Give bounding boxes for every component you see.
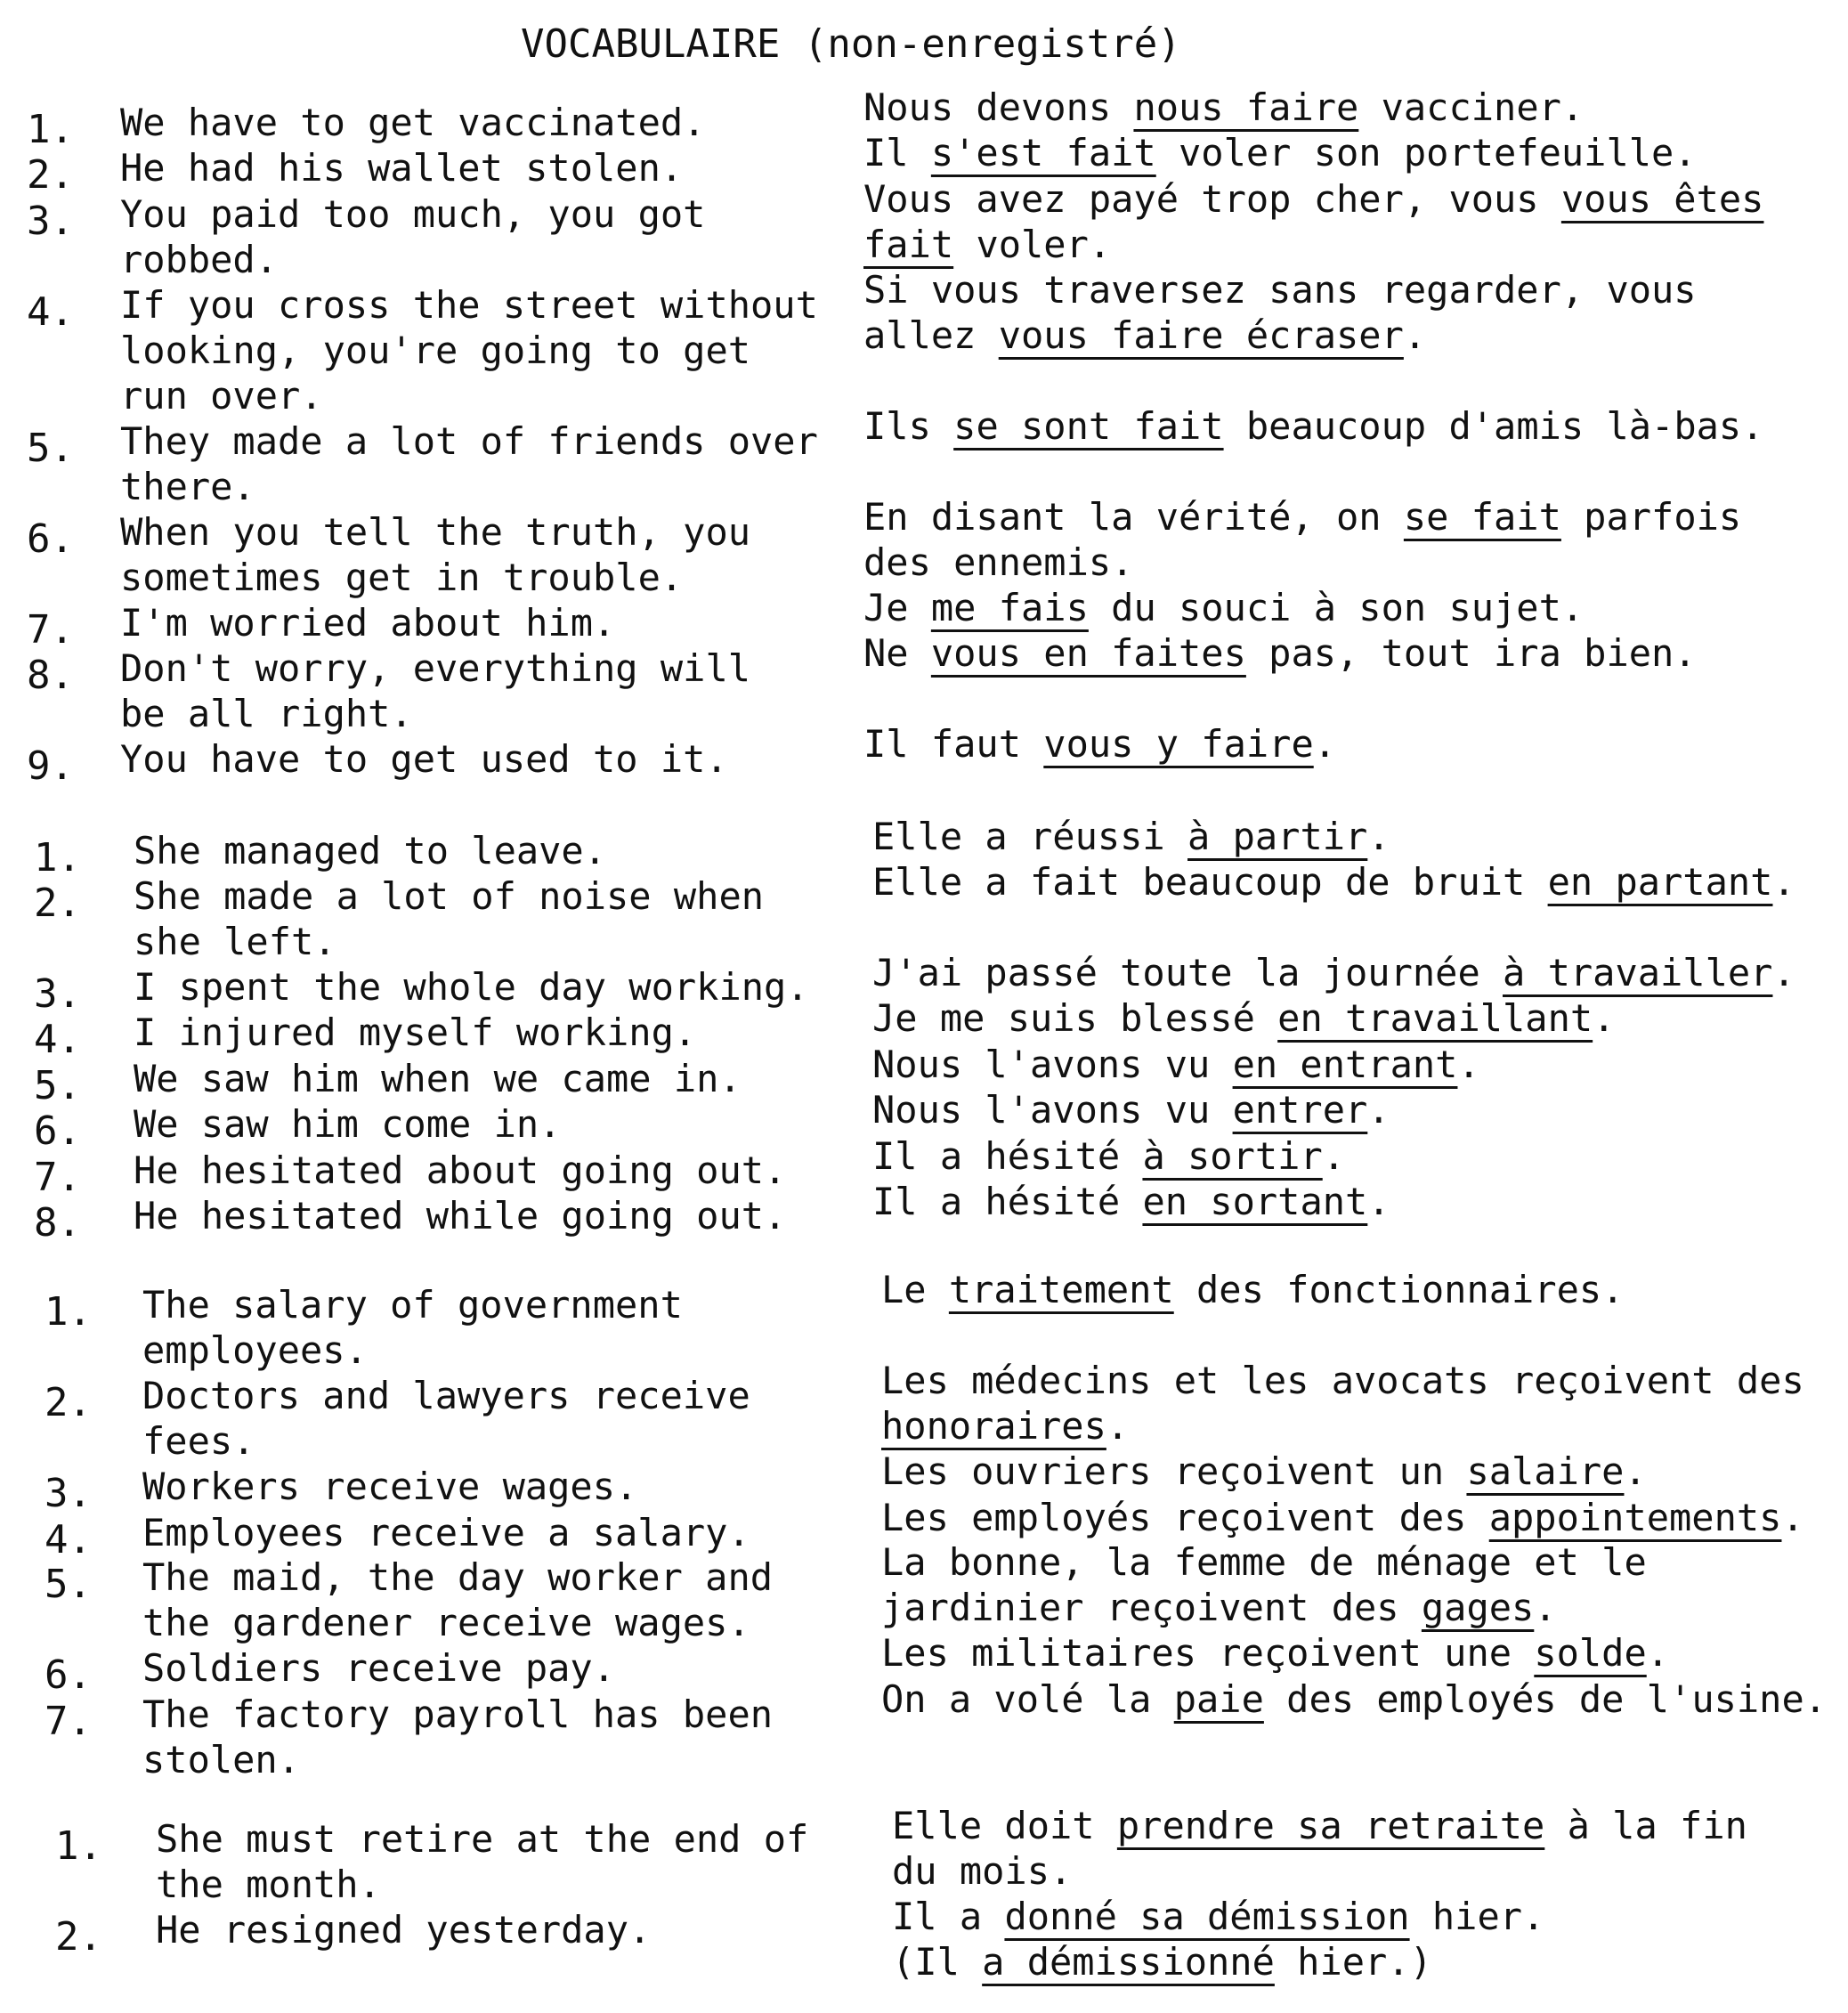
english-line: she left. bbox=[134, 920, 336, 963]
underlined-expression: en sortant bbox=[1142, 1180, 1368, 1223]
french-text: Elle a fait beaucoup de bruit bbox=[872, 860, 1548, 904]
french-text: (Il bbox=[892, 1940, 983, 1984]
french-translation bbox=[863, 267, 1697, 358]
french-translation bbox=[863, 721, 1336, 767]
french-line bbox=[872, 1179, 1390, 1224]
french-translation bbox=[872, 950, 1795, 995]
french-text: . bbox=[1772, 951, 1795, 994]
item-number: 1. bbox=[45, 1289, 92, 1335]
french-translation bbox=[863, 585, 1584, 630]
underlined-expression: à sortir bbox=[1142, 1134, 1323, 1178]
french-translation bbox=[863, 630, 1697, 676]
french-text: Nous l'avons vu bbox=[872, 1088, 1233, 1132]
french-text: vacciner. bbox=[1358, 85, 1585, 129]
french-text: . bbox=[1322, 1134, 1346, 1178]
french-line bbox=[881, 1676, 1827, 1722]
french-text: parfois bbox=[1560, 495, 1742, 539]
english-sentence bbox=[134, 1101, 561, 1147]
english-sentence bbox=[134, 1056, 742, 1101]
french-line bbox=[863, 494, 1741, 540]
english-sentence bbox=[134, 828, 606, 873]
french-text: . bbox=[1106, 1404, 1130, 1448]
french-text: voler son portefeuille. bbox=[1155, 131, 1697, 175]
english-line: be all right. bbox=[120, 692, 413, 735]
english-sentence bbox=[120, 282, 818, 418]
french-text: du mois. bbox=[892, 1849, 1073, 1893]
french-line bbox=[881, 1495, 1804, 1540]
underlined-expression: paie bbox=[1173, 1677, 1264, 1721]
underlined-expression: vous êtes bbox=[1560, 177, 1764, 221]
french-text: . bbox=[1593, 996, 1616, 1040]
underlined-expression: se fait bbox=[1403, 495, 1561, 539]
french-text: Les médecins et les avocats reçoivent des bbox=[881, 1359, 1804, 1402]
french-text: . bbox=[1457, 1043, 1480, 1086]
english-line: I spent the whole day working. bbox=[134, 965, 809, 1009]
french-text: Vous avez payé trop cher, vous bbox=[863, 177, 1561, 221]
underlined-expression: me fais bbox=[930, 586, 1089, 629]
underlined-expression: honoraires bbox=[881, 1404, 1106, 1448]
english-line: looking, you're going to get bbox=[120, 329, 751, 372]
french-translation bbox=[881, 1358, 1804, 1449]
item-number: 3. bbox=[45, 1471, 92, 1516]
french-line bbox=[863, 630, 1697, 676]
english-line: Workers receive wages. bbox=[142, 1465, 638, 1508]
english-sentence bbox=[142, 1692, 773, 1782]
french-line bbox=[863, 85, 1584, 130]
english-sentence bbox=[120, 645, 750, 736]
french-text: Nous l'avons vu bbox=[872, 1043, 1233, 1086]
item-number: 9. bbox=[27, 743, 74, 789]
english-line: He resigned yesterday. bbox=[156, 1908, 652, 1952]
french-line bbox=[863, 176, 1763, 222]
french-text: hier.) bbox=[1274, 1940, 1432, 1984]
english-line: He hesitated about going out. bbox=[134, 1149, 787, 1192]
underlined-expression: salaire bbox=[1466, 1449, 1625, 1493]
french-line bbox=[872, 1133, 1345, 1179]
underlined-expression: prendre sa retraite bbox=[1116, 1804, 1545, 1847]
french-translation bbox=[872, 1133, 1345, 1179]
english-sentence bbox=[142, 1464, 637, 1509]
item-number: 8. bbox=[34, 1200, 81, 1246]
english-sentence bbox=[142, 1510, 750, 1555]
english-line: We saw him come in. bbox=[134, 1102, 562, 1146]
french-text: . bbox=[1772, 860, 1795, 904]
underlined-expression: donné sa démission bbox=[1004, 1895, 1410, 1938]
english-line: robbed. bbox=[120, 238, 279, 281]
french-text: . bbox=[1403, 313, 1427, 357]
french-line bbox=[872, 950, 1795, 995]
french-line bbox=[892, 1939, 1544, 1985]
underlined-expression: a démissionné bbox=[982, 1940, 1275, 1984]
french-translation bbox=[863, 176, 1763, 267]
french-line bbox=[872, 859, 1795, 905]
english-line: If you cross the street without bbox=[120, 283, 818, 327]
french-translation bbox=[881, 1630, 1669, 1676]
french-translation bbox=[863, 85, 1584, 130]
french-line bbox=[863, 130, 1697, 175]
french-text: . bbox=[1624, 1449, 1647, 1493]
french-translation bbox=[892, 1894, 1544, 1985]
french-translation bbox=[872, 1179, 1390, 1224]
french-translation bbox=[881, 1539, 1647, 1630]
underlined-expression: en entrant bbox=[1232, 1043, 1458, 1086]
underlined-expression: traitement bbox=[948, 1268, 1174, 1311]
english-line: Soldiers receive pay. bbox=[142, 1646, 616, 1690]
item-number: 6. bbox=[34, 1108, 81, 1154]
english-sentence bbox=[134, 873, 764, 964]
french-text: allez bbox=[863, 313, 999, 357]
french-line bbox=[863, 721, 1336, 767]
english-line: run over. bbox=[120, 374, 323, 418]
english-line: the gardener receive wages. bbox=[142, 1601, 750, 1644]
french-line bbox=[863, 267, 1697, 313]
french-line bbox=[872, 814, 1390, 859]
underlined-expression: en travaillant bbox=[1277, 996, 1593, 1040]
item-number: 2. bbox=[27, 152, 74, 198]
item-number: 7. bbox=[27, 607, 74, 653]
french-text: du souci à son sujet. bbox=[1088, 586, 1585, 629]
english-sentence bbox=[134, 1193, 786, 1238]
french-text: . bbox=[1367, 1180, 1390, 1223]
underlined-expression: gages bbox=[1421, 1586, 1535, 1629]
french-text: En disant la vérité, on bbox=[863, 495, 1404, 539]
french-text: . bbox=[1534, 1586, 1557, 1629]
french-line bbox=[892, 1848, 1747, 1894]
english-line: The salary of government bbox=[142, 1283, 683, 1327]
french-text: Je me suis blessé bbox=[872, 996, 1278, 1040]
english-line: We have to get vaccinated. bbox=[120, 101, 706, 144]
french-line bbox=[881, 1585, 1647, 1630]
french-text: Les employés reçoivent des bbox=[881, 1496, 1489, 1539]
french-translation bbox=[892, 1803, 1747, 1894]
english-line: Doctors and lawyers receive bbox=[142, 1374, 750, 1417]
french-translation bbox=[863, 494, 1741, 585]
english-line: He had his wallet stolen. bbox=[120, 146, 684, 190]
french-text: Elle doit bbox=[892, 1804, 1117, 1847]
underlined-expression: à partir bbox=[1187, 815, 1368, 858]
english-line: They made a lot of friends over bbox=[120, 419, 818, 463]
item-number: 1. bbox=[34, 835, 81, 881]
french-text: . bbox=[1781, 1496, 1804, 1539]
english-line: She made a lot of noise when bbox=[134, 874, 765, 918]
french-line bbox=[863, 540, 1741, 585]
french-line bbox=[892, 1894, 1544, 1939]
english-line: Don't worry, everything will bbox=[120, 646, 751, 690]
french-line bbox=[881, 1358, 1804, 1403]
french-text: Ils bbox=[863, 404, 954, 448]
underlined-expression: se sont fait bbox=[953, 404, 1224, 448]
french-line bbox=[881, 1630, 1669, 1676]
english-sentence bbox=[134, 1148, 786, 1193]
english-line: The factory payroll has been bbox=[142, 1692, 774, 1736]
item-number: 4. bbox=[34, 1017, 81, 1062]
english-line: employees. bbox=[142, 1328, 368, 1372]
french-line bbox=[872, 1087, 1390, 1132]
item-number: 7. bbox=[34, 1155, 81, 1200]
page-title: VOCABULAIRE (non-enregistré) bbox=[521, 21, 1181, 67]
english-line: fees. bbox=[142, 1419, 255, 1463]
english-sentence bbox=[134, 964, 809, 1010]
item-number: 2. bbox=[55, 1914, 102, 1960]
english-line: Employees receive a salary. bbox=[142, 1511, 750, 1554]
underlined-expression: vous faire écraser bbox=[998, 313, 1404, 357]
english-sentence bbox=[120, 100, 705, 145]
english-line: We saw him when we came in. bbox=[134, 1057, 742, 1100]
french-text: Il faut bbox=[863, 722, 1044, 766]
french-text: Les militaires reçoivent une bbox=[881, 1631, 1535, 1675]
french-translation bbox=[872, 1087, 1390, 1132]
french-line bbox=[892, 1803, 1747, 1848]
french-translation bbox=[881, 1449, 1647, 1494]
underlined-expression: appointements bbox=[1488, 1496, 1782, 1539]
french-text: Les ouvriers reçoivent un bbox=[881, 1449, 1467, 1493]
french-translation bbox=[863, 403, 1763, 449]
item-number: 4. bbox=[45, 1517, 92, 1563]
french-text: beaucoup d'amis là-bas. bbox=[1223, 404, 1764, 448]
french-line bbox=[863, 403, 1763, 449]
french-text: Ne bbox=[863, 631, 931, 675]
underlined-expression: à travailler bbox=[1503, 951, 1773, 994]
item-number: 4. bbox=[27, 289, 74, 335]
english-line: I injured myself working. bbox=[134, 1011, 697, 1054]
underlined-expression: fait bbox=[863, 223, 954, 266]
english-line: The maid, the day worker and bbox=[142, 1555, 774, 1599]
french-text: J'ai passé toute la journée bbox=[872, 951, 1504, 994]
french-text: Il bbox=[863, 131, 931, 175]
french-text: On a volé la bbox=[881, 1677, 1174, 1721]
french-text: La bonne, la femme de ménage et le bbox=[881, 1540, 1647, 1584]
item-number: 8. bbox=[27, 653, 74, 698]
french-text: des ennemis. bbox=[863, 540, 1134, 584]
french-text: Il a hésité bbox=[872, 1180, 1143, 1223]
underlined-expression: solde bbox=[1534, 1631, 1647, 1675]
french-text: Il a hésité bbox=[872, 1134, 1143, 1178]
english-sentence bbox=[120, 145, 683, 191]
french-translation bbox=[872, 1042, 1480, 1087]
french-translation bbox=[863, 130, 1697, 175]
item-number: 7. bbox=[45, 1699, 92, 1744]
item-number: 1. bbox=[27, 107, 74, 152]
english-sentence bbox=[142, 1645, 615, 1691]
english-line: He hesitated while going out. bbox=[134, 1194, 787, 1238]
french-text: . bbox=[1313, 722, 1337, 766]
item-number: 2. bbox=[34, 881, 81, 926]
french-line bbox=[863, 313, 1697, 358]
french-text: Si vous traversez sans regarder, vous bbox=[863, 268, 1697, 312]
item-number: 3. bbox=[34, 971, 81, 1017]
underlined-expression: vous y faire bbox=[1043, 722, 1314, 766]
english-sentence bbox=[142, 1282, 683, 1373]
french-text: Je bbox=[863, 586, 931, 629]
underlined-expression: en partant bbox=[1547, 860, 1773, 904]
french-translation bbox=[881, 1495, 1804, 1540]
english-line: the month. bbox=[156, 1863, 381, 1906]
item-number: 5. bbox=[27, 426, 74, 471]
french-line bbox=[881, 1449, 1647, 1494]
english-line: When you tell the truth, you bbox=[120, 510, 751, 554]
french-text: Le bbox=[881, 1268, 949, 1311]
french-text: voler. bbox=[953, 223, 1112, 266]
underlined-expression: s'est fait bbox=[930, 131, 1156, 175]
item-number: 6. bbox=[27, 516, 74, 562]
french-line bbox=[872, 1042, 1480, 1087]
french-translation bbox=[872, 814, 1390, 859]
item-number: 3. bbox=[27, 199, 74, 244]
french-translation bbox=[881, 1267, 1624, 1312]
french-text: . bbox=[1367, 815, 1390, 858]
french-text: jardinier reçoivent des bbox=[881, 1586, 1422, 1629]
english-line: She managed to leave. bbox=[134, 829, 607, 873]
french-text: Nous devons bbox=[863, 85, 1134, 129]
english-sentence bbox=[120, 418, 818, 509]
english-sentence bbox=[120, 191, 705, 282]
english-sentence bbox=[156, 1816, 808, 1907]
french-translation bbox=[881, 1676, 1827, 1722]
french-text: pas, tout ira bien. bbox=[1245, 631, 1697, 675]
item-number: 1. bbox=[55, 1823, 102, 1869]
english-sentence bbox=[120, 509, 750, 600]
french-line bbox=[863, 585, 1584, 630]
item-number: 6. bbox=[45, 1652, 92, 1698]
english-sentence bbox=[120, 600, 615, 645]
french-line bbox=[881, 1403, 1804, 1449]
french-text: . bbox=[1646, 1631, 1670, 1675]
french-translation bbox=[872, 995, 1615, 1041]
english-line: I'm worried about him. bbox=[120, 601, 616, 645]
french-text: des fonctionnaires. bbox=[1173, 1268, 1625, 1311]
french-text: Elle a réussi bbox=[872, 815, 1188, 858]
item-number: 5. bbox=[34, 1063, 81, 1108]
french-text: . bbox=[1367, 1088, 1390, 1132]
french-line bbox=[881, 1539, 1647, 1585]
english-line: there. bbox=[120, 465, 255, 508]
english-line: She must retire at the end of bbox=[156, 1817, 809, 1861]
french-line bbox=[872, 995, 1615, 1041]
english-line: stolen. bbox=[142, 1738, 301, 1782]
french-translation bbox=[872, 859, 1795, 905]
english-sentence bbox=[120, 736, 728, 782]
underlined-expression: nous faire bbox=[1133, 85, 1359, 129]
french-line bbox=[881, 1267, 1624, 1312]
item-number: 5. bbox=[45, 1562, 92, 1607]
english-line: sometimes get in trouble. bbox=[120, 556, 684, 599]
english-sentence bbox=[156, 1907, 651, 1952]
underlined-expression: vous en faites bbox=[930, 631, 1246, 675]
french-text: à la fin bbox=[1544, 1804, 1747, 1847]
item-number: 2. bbox=[45, 1380, 92, 1425]
french-text: hier. bbox=[1409, 1895, 1545, 1938]
english-line: You paid too much, you got bbox=[120, 192, 706, 236]
french-text: Il a bbox=[892, 1895, 1005, 1938]
english-sentence bbox=[142, 1373, 750, 1464]
english-sentence bbox=[142, 1554, 773, 1645]
french-text: des employés de l'usine. bbox=[1263, 1677, 1828, 1721]
english-line: You have to get used to it. bbox=[120, 737, 728, 781]
french-line bbox=[863, 222, 1763, 267]
english-sentence bbox=[134, 1010, 696, 1055]
underlined-expression: entrer bbox=[1232, 1088, 1368, 1132]
